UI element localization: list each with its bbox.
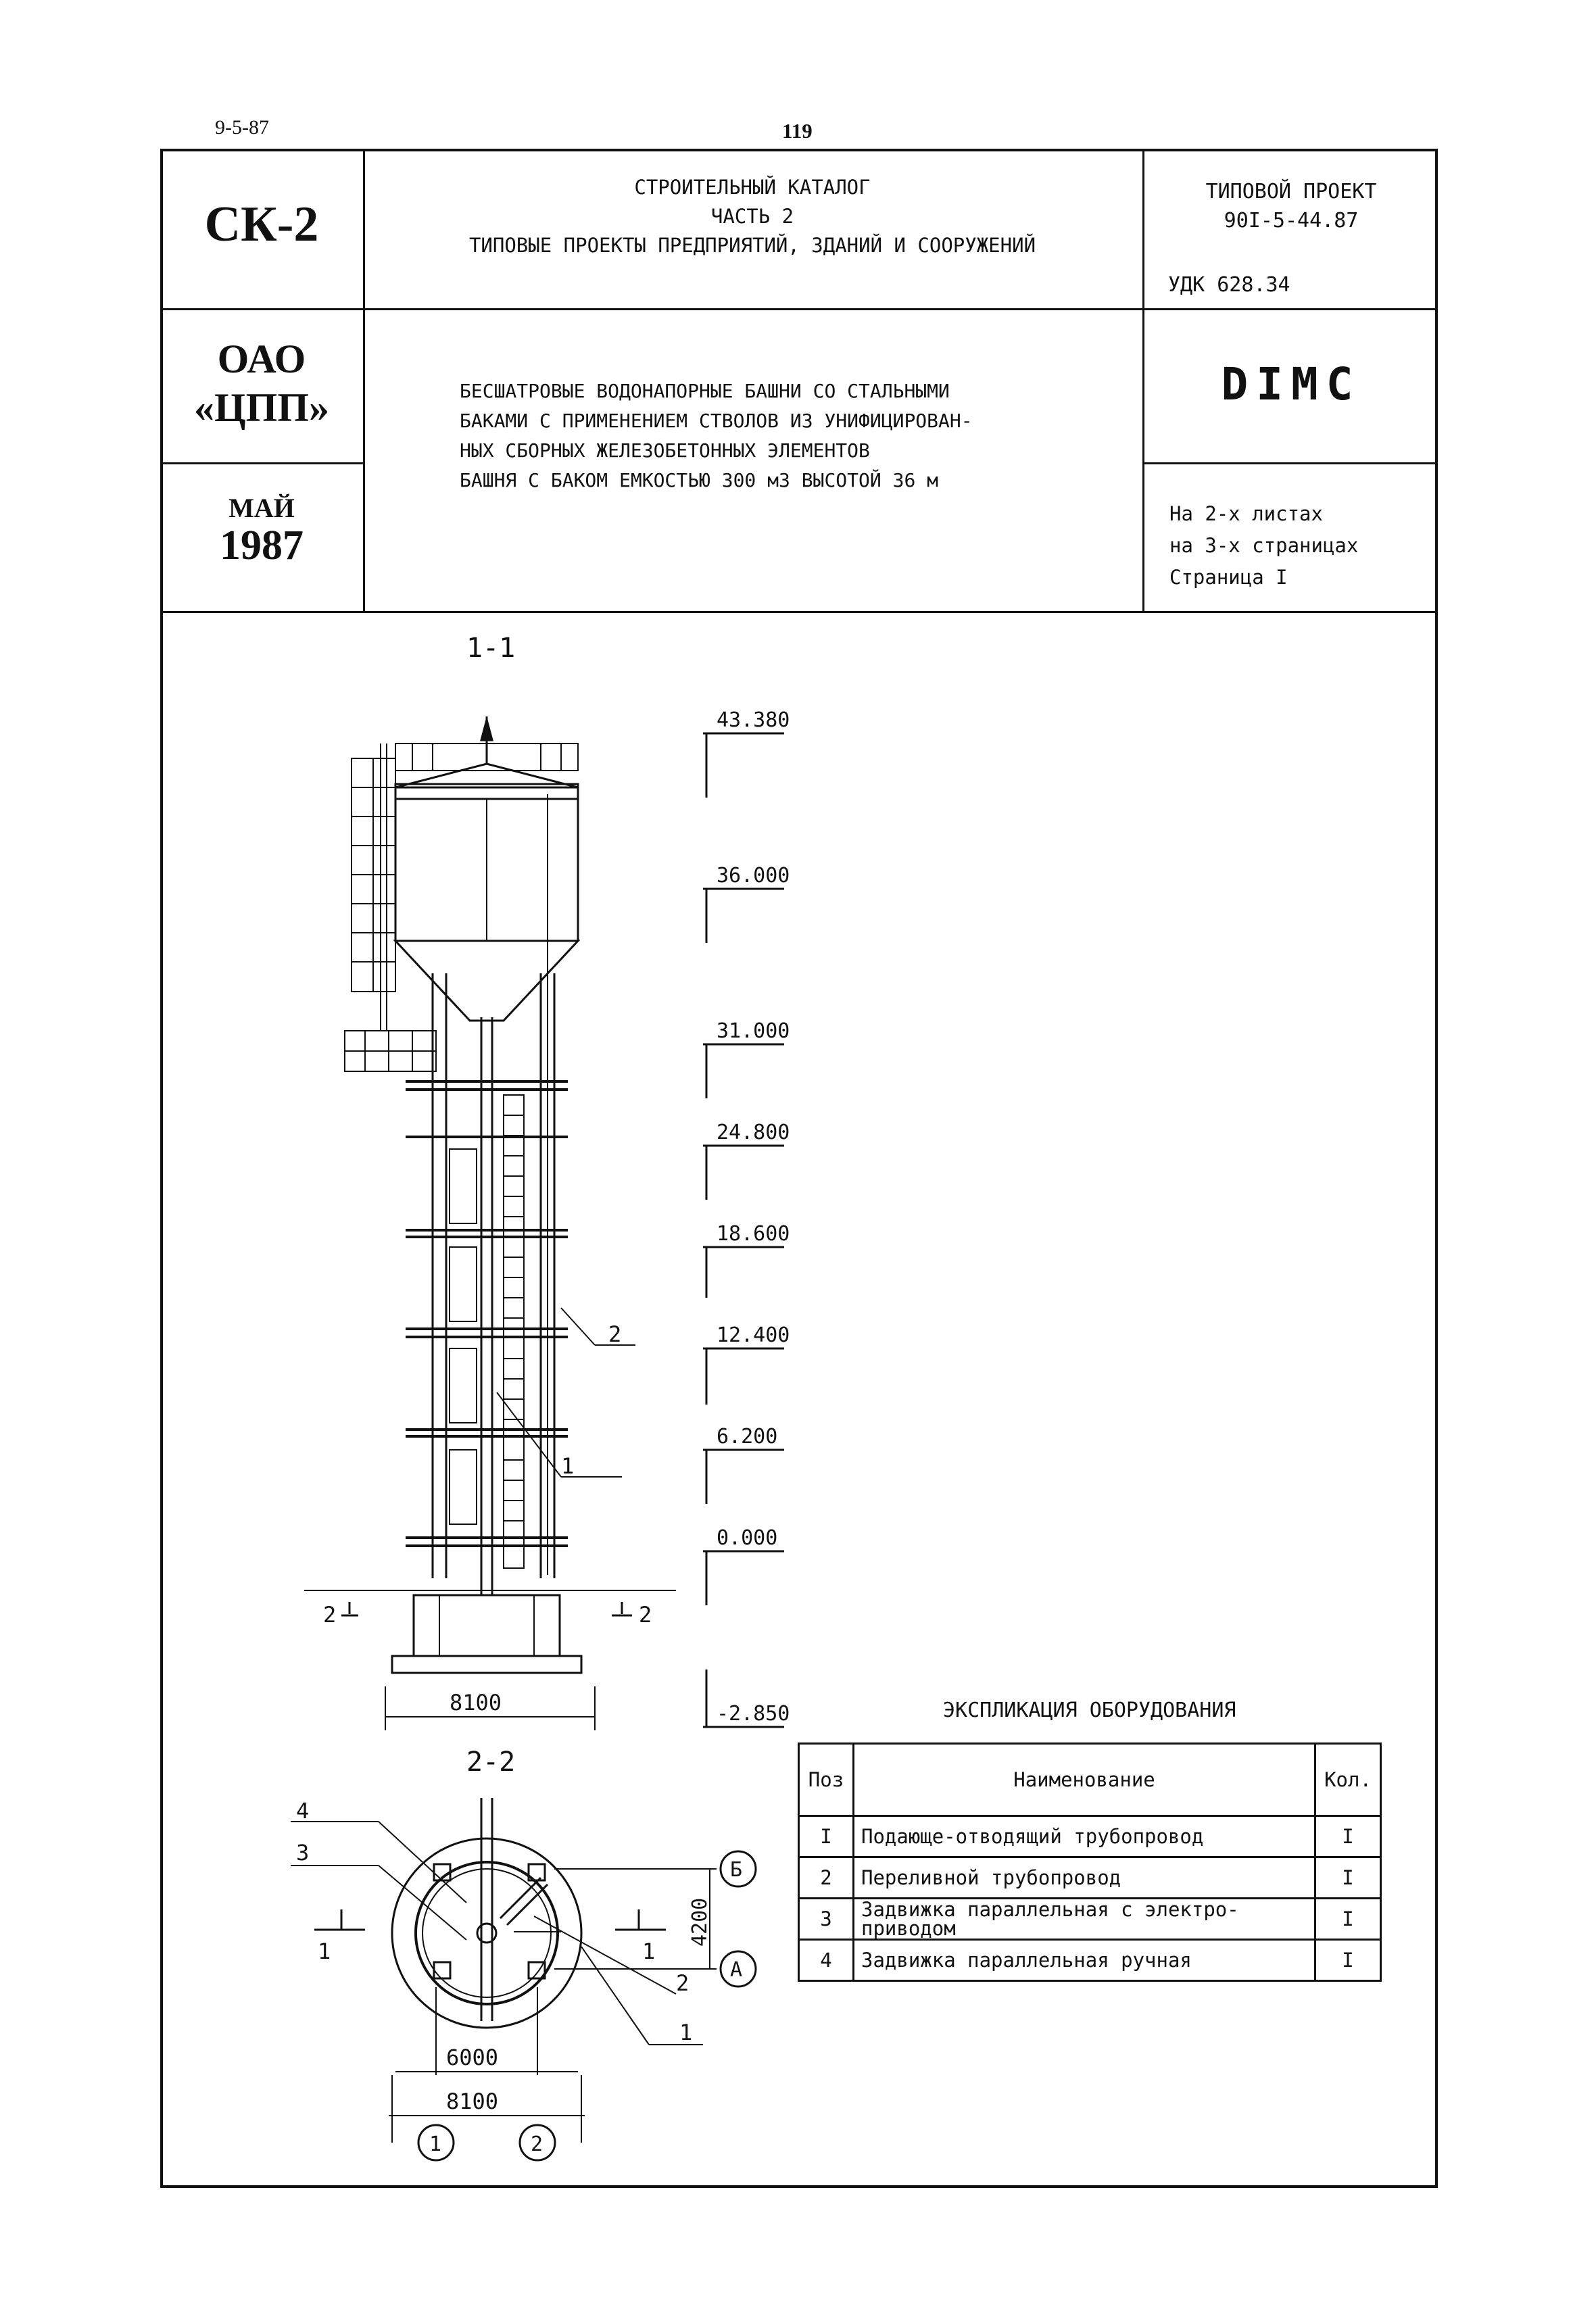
section-2-title: 2-2: [466, 1747, 516, 1778]
sheets-line-3: Страница I: [1169, 566, 1288, 589]
project-id: [1142, 177, 1440, 235]
row-qty: I: [1315, 1816, 1381, 1857]
elevation-12-400: 12.400: [717, 1323, 790, 1347]
internal-ladder: [450, 1095, 524, 1568]
table-row: [799, 1816, 1381, 1857]
axis-a-label: А: [730, 1958, 743, 1982]
catalog-line-3: ТИПОВЫЕ ПРОЕКТЫ ПРЕДПРИЯТИЙ, ЗДАНИЙ И СООРУЖЕНИЙ: [468, 234, 1036, 257]
title-line-2: БАКАМИ С ПРИМЕНЕНИЕМ СТВОЛОВ ИЗ УНИФИЦИРОВАН-: [460, 410, 973, 432]
row-qty: I: [1315, 1899, 1381, 1940]
page-number: 119: [782, 119, 813, 143]
document-date: 9-5-87: [215, 116, 269, 139]
cut-2-left-label: 2: [323, 1602, 337, 1628]
explication-title: ЭКСПЛИКАЦИЯ ОБОРУДОВАНИЯ: [943, 1699, 1236, 1722]
section-1-width: 8100: [450, 1690, 502, 1715]
organization: [160, 335, 363, 432]
table-row: [799, 1899, 1381, 1940]
table-row: [799, 1940, 1381, 1981]
sheets-line-1: На 2-х листах: [1169, 502, 1323, 525]
title-line-1: БЕСШАТРОВЫЕ ВОДОНАПОРНЫЕ БАШНИ СО СТАЛЬНЫМИ: [460, 380, 950, 402]
column-header-pos: Поз: [799, 1744, 854, 1816]
service-platform: [345, 744, 578, 1071]
catalog-line-1: СТРОИТЕЛЬНЫЙ КАТАЛОГ: [634, 176, 871, 199]
project-number: 90I-5-44.87: [1224, 209, 1359, 233]
elevation-31-000: 31.000: [717, 1019, 790, 1043]
explication-table: [798, 1743, 1382, 1982]
elevation-6-200: 6.200: [717, 1425, 778, 1448]
sheet-count: [1169, 498, 1358, 593]
elevation-0-000: 0.000: [717, 1526, 778, 1550]
elevation-marks: [703, 708, 790, 1727]
catalog-code: СК-2: [204, 197, 319, 252]
column-header-qty: Кол.: [1315, 1744, 1381, 1816]
floor-slabs: [406, 1081, 568, 1546]
cut-1-right-label: 1: [642, 1939, 656, 1964]
callout-2-elevation: 2: [608, 1321, 622, 1347]
row-name: Задвижка параллельная с электро-приводом: [854, 1899, 1315, 1940]
callout-1-plan: 1: [679, 2020, 693, 2045]
row-pos: I: [799, 1816, 854, 1857]
row-name: Переливной трубопровод: [854, 1857, 1315, 1899]
organization-line-1: ОАО: [217, 337, 306, 381]
callout-1-elevation: 1: [561, 1453, 575, 1479]
elevation-18-600: 18.600: [717, 1222, 790, 1246]
axis-b-label: Б: [730, 1858, 743, 1882]
project-label: ТИПОВОЙ ПРОЕКТ: [1205, 180, 1377, 203]
axis-1-label: 1: [429, 2133, 442, 2156]
row-pos: 4: [799, 1940, 854, 1981]
callout-3-plan: 3: [296, 1840, 310, 1866]
cut-2-right-label: 2: [639, 1602, 652, 1628]
section-1-title: 1-1: [466, 633, 516, 664]
document-code: DIMC: [1221, 358, 1361, 410]
row-qty: I: [1315, 1857, 1381, 1899]
tower-elevation: [304, 716, 676, 1673]
udk-code: УДК 628.34: [1168, 273, 1290, 297]
row-qty: I: [1315, 1940, 1381, 1981]
elevation-43-380: 43.380: [717, 708, 790, 732]
title-line-3: НЫХ СБОРНЫХ ЖЕЛЕЗОБЕТОННЫХ ЭЛЕМЕНТОВ: [460, 439, 870, 462]
document-title: [460, 376, 973, 495]
elevation-minus-2-850: -2.850: [717, 1702, 790, 1726]
title-line-4: БАШНЯ С БАКОМ ЕМКОСТЬЮ 300 м3 ВЫСОТОЙ 36 м: [460, 469, 939, 491]
issue-year: 1987: [220, 522, 304, 568]
section-2-depth: 4200: [688, 1897, 712, 1947]
issue-month: МАЙ: [228, 493, 295, 523]
catalog-line-2: ЧАСТЬ 2: [710, 205, 794, 228]
callout-2-plan: 2: [676, 1970, 690, 1996]
table-header-row: [799, 1744, 1381, 1816]
axis-2-label: 2: [531, 2133, 543, 2156]
tower-plan: [392, 1798, 581, 2028]
elevation-36-000: 36.000: [717, 864, 790, 887]
table-row: [799, 1857, 1381, 1899]
row-name: Подающе-отводящий трубопровод: [854, 1816, 1315, 1857]
section-2-outer-width: 8100: [446, 2089, 499, 2114]
row-name: Задвижка параллельная ручная: [854, 1940, 1315, 1981]
column-header-name: Наименование: [854, 1744, 1315, 1816]
row-pos: 2: [799, 1857, 854, 1899]
catalog-title: [363, 173, 1142, 260]
elevation-24-800: 24.800: [717, 1121, 790, 1144]
section-2-inner-width: 6000: [446, 2045, 499, 2070]
row-pos: 3: [799, 1899, 854, 1940]
organization-line-2: «ЦПП»: [193, 385, 329, 430]
cut-1-left-label: 1: [318, 1939, 331, 1964]
sheets-line-2: на 3-х страницах: [1169, 534, 1359, 557]
callout-4-plan: 4: [296, 1798, 310, 1824]
